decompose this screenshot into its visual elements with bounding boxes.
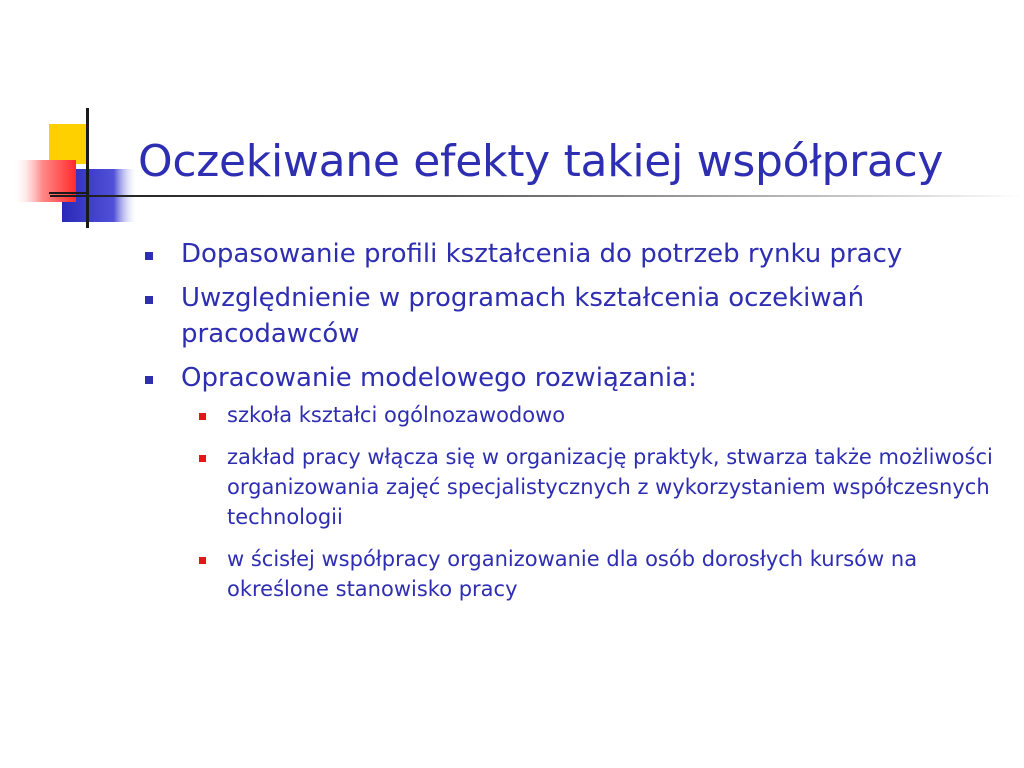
square-bullet-icon xyxy=(145,296,153,304)
bullet-item xyxy=(145,280,1005,352)
red-square-bullet-icon xyxy=(199,557,206,564)
sub-bullet-text: szkoła kształci ogólnozawodowo xyxy=(227,403,566,427)
bullet-item xyxy=(145,360,1005,604)
sub-bullet-item xyxy=(191,544,1005,604)
sub-bullet-text: w ścisłej współpracy organizowanie dla osób dorosłych kursów na określone stanowisko pracy xyxy=(227,547,918,601)
sub-bullet-text: zakład pracy włącza się w organizację praktyk, stwarza także możliwości organizowania zajęć specjalistycznych z wykorzystaniem współczesnych technologii xyxy=(227,445,993,529)
sub-bullet-list xyxy=(191,400,1005,604)
bullet-item xyxy=(145,236,1005,272)
square-bullet-icon xyxy=(145,252,153,260)
square-bullet-icon xyxy=(145,376,153,384)
bullet-text: Uwzględnienie w programach kształcenia oczekiwań pracodawców xyxy=(181,283,865,349)
square-cross-logo-icon xyxy=(0,0,150,240)
bullet-list xyxy=(145,236,1005,604)
bullet-text: Dopasowanie profili kształcenia do potrzeb rynku pracy xyxy=(181,239,903,269)
title-underline xyxy=(50,195,1024,197)
sub-bullet-item xyxy=(191,400,1005,430)
slide-title: Oczekiwane efekty takiej współpracy xyxy=(138,136,944,187)
red-square-bullet-icon xyxy=(199,413,206,420)
slide-content xyxy=(145,236,1005,616)
sub-bullet-item xyxy=(191,442,1005,532)
bullet-text: Opracowanie modelowego rozwiązania: xyxy=(181,363,697,393)
red-square-bullet-icon xyxy=(199,455,206,462)
